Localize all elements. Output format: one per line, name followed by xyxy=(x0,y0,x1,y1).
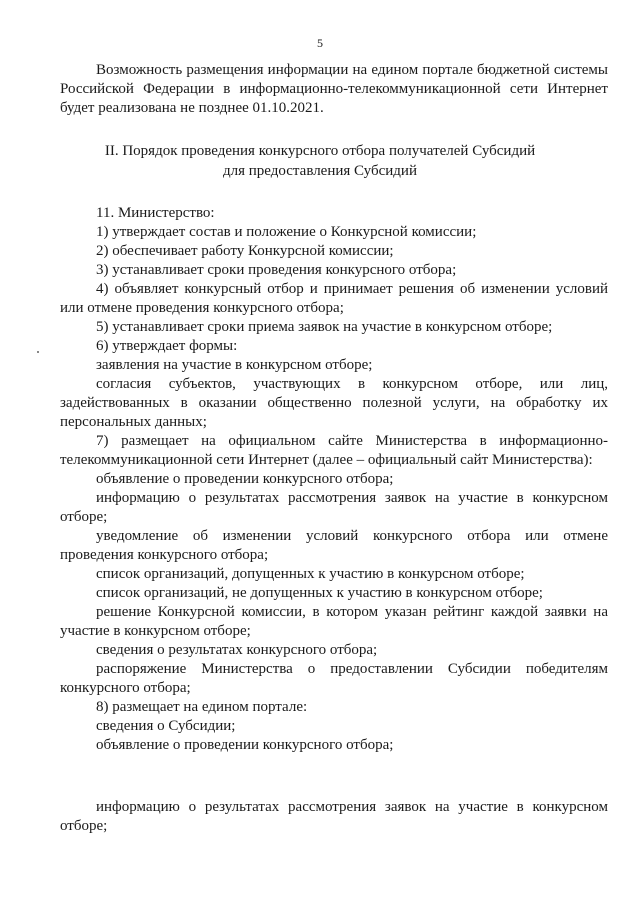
list-item: 6) утверждает формы: xyxy=(96,338,238,354)
page-number: 5 xyxy=(317,36,323,50)
list-item: заявления на участие в конкурсном отборе; xyxy=(96,357,373,373)
list-item: 5) устанавливает сроки приема заявок на участие в конкурсном отборе; xyxy=(96,319,553,335)
list-item: 2) обеспечивает работу Конкурсной комиссии; xyxy=(96,243,394,259)
list-item: 11. Министерство: xyxy=(96,205,215,221)
list-item: список организаций, не допущенных к участию в конкурсном отборе; xyxy=(96,585,543,601)
section-heading xyxy=(0,141,640,181)
final-paragraph xyxy=(60,798,608,836)
list-item: 8) размещает на едином портале: xyxy=(96,699,308,715)
list-item: 3) устанавливает сроки проведения конкурсного отбора; xyxy=(96,262,457,278)
list-item: 4) объявляет конкурсный отбор и принимает решения об изменении условий или отмене проведения конкурсного отбора; xyxy=(60,281,608,316)
list-item: информацию о результатах рассмотрения заявок на участие в конкурсном отборе; xyxy=(60,490,608,525)
intro-paragraph xyxy=(60,61,608,118)
section-heading-line-2: для предоставления Субсидий xyxy=(223,163,417,179)
intro-text: Возможность размещения информации на едином портале бюджетной системы Российской Федерации в информационно-телекоммуникационной сети Интернет будет реализована не позднее 01.10.2021. xyxy=(60,62,608,116)
list-item: согласия субъектов, участвующих в конкурсном отборе, или лиц, задействованных в оказании общественно полезной услуги, на обработку их персональных данных; xyxy=(60,376,608,430)
margin-mark xyxy=(37,351,39,353)
list-item: объявление о проведении конкурсного отбора; xyxy=(96,471,394,487)
list-item: уведомление об изменении условий конкурсного отбора или отмене проведения конкурсного отбора; xyxy=(60,528,608,563)
section-heading-line-1: II. Порядок проведения конкурсного отбора получателей Субсидий xyxy=(104,143,536,159)
list-item: решение Конкурсной комиссии, в котором указан рейтинг каждой заявки на участие в конкурсном отборе; xyxy=(60,604,608,639)
list-item: объявление о проведении конкурсного отбора; xyxy=(96,737,394,753)
list-item: 7) размещает на официальном сайте Министерства в информационно-телекоммуникационной сети Интернет (далее – официальный сайт Министерства): xyxy=(60,433,608,468)
list-item: список организаций, допущенных к участию в конкурсном отборе; xyxy=(96,566,525,582)
list-item: сведения о Субсидии; xyxy=(96,718,236,734)
section-body xyxy=(60,204,608,755)
list-item: распоряжение Министерства о предоставлении Субсидии победителям конкурсного отбора; xyxy=(60,661,608,696)
list-item: 1) утверждает состав и положение о Конкурсной комиссии; xyxy=(96,224,477,240)
list-item: информацию о результатах рассмотрения заявок на участие в конкурсном отборе; xyxy=(60,799,608,834)
list-item: сведения о результатах конкурсного отбора; xyxy=(96,642,378,658)
